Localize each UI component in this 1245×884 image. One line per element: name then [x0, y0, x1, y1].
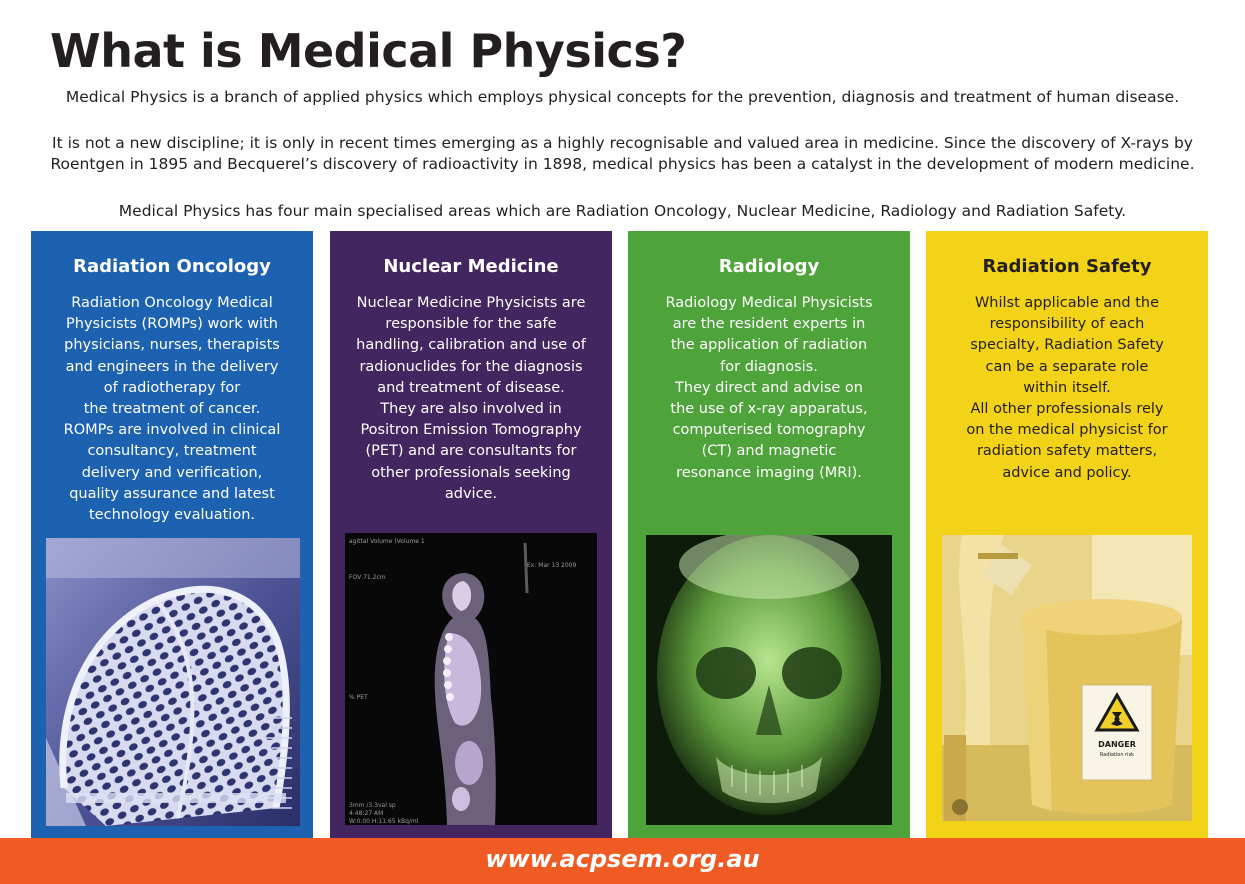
website-link[interactable]: www.acpsem.org.au — [485, 845, 760, 873]
body-line: They are also involved in — [380, 401, 562, 418]
body-line: and treatment of disease. — [377, 379, 565, 396]
body-line: Physicists (ROMPs) work with — [66, 316, 278, 333]
pet-scan-image — [345, 533, 597, 825]
intro-paragraph-2-line-2: Roentgen in 1895 and Becquerel’s discovery of radioactivity in 1898, medical physics has been a catalyst in the development of modern medicine. — [50, 155, 1195, 173]
intro-paragraph-1: Medical Physics is a branch of applied physics which employs physical concepts for the prevention, diagnosis and treatment of human disease. — [65, 88, 1180, 106]
body-line: Whilst applicable and the — [974, 295, 1160, 311]
panel-title: Nuclear Medicine — [383, 256, 559, 277]
panel-body — [344, 293, 598, 505]
body-line: responsible for the safe — [385, 316, 557, 333]
body-line: other professionals seeking — [371, 464, 571, 481]
body-line: handling, calibration and use of — [356, 337, 586, 354]
body-line: the application of radiation — [670, 337, 868, 354]
scan-label: 4:48:27 AM — [349, 810, 384, 817]
body-line: delivery and verification, — [81, 464, 263, 481]
scan-label: % PET — [349, 694, 368, 701]
body-line: ROMPs are involved in clinical — [63, 422, 281, 439]
body-line: All other professionals rely — [970, 401, 1164, 418]
body-line: are the resident experts in — [672, 316, 866, 333]
footer-bar — [0, 838, 1245, 884]
body-line: resonance imaging (MRI). — [676, 464, 862, 481]
body-line: for diagnosis. — [720, 358, 818, 375]
body-line: Nuclear Medicine Physicists are — [356, 295, 586, 311]
body-line: advice and policy. — [1002, 464, 1132, 481]
body-line: radionuclides for the diagnosis — [359, 358, 583, 375]
panel-body — [940, 293, 1194, 484]
body-line: the treatment of cancer. — [83, 401, 261, 418]
body-line: (CT) and magnetic — [701, 443, 837, 460]
radiology-panel — [628, 231, 910, 838]
panel-title: Radiation Safety — [982, 256, 1152, 277]
body-line: and engineers in the delivery — [65, 358, 279, 375]
panel-body — [642, 293, 896, 484]
bin-sub-label: Radiation risk — [1099, 752, 1135, 758]
body-line: specialty, Radiation Safety — [970, 337, 1164, 354]
body-line: of radiotherapy for — [103, 379, 241, 396]
body-line: radiation safety matters, — [976, 443, 1158, 460]
body-line: computerised tomography — [672, 422, 866, 439]
body-line: the use of x-ray apparatus, — [670, 401, 868, 418]
body-line: quality assurance and latest — [69, 485, 275, 502]
scan-label: FOV 71.2cm — [349, 574, 386, 581]
body-line: consultancy, treatment — [87, 443, 257, 460]
body-line: on the medical physicist for — [966, 422, 1168, 439]
skull-xray-image — [646, 535, 892, 825]
body-line: (PET) and are consultants for — [365, 443, 577, 460]
page-title: What is Medical Physics? — [50, 24, 687, 78]
body-line: Radiology Medical Physicists — [665, 295, 873, 311]
intro-paragraph-2 — [40, 133, 1205, 175]
body-line: can be a separate role — [985, 358, 1149, 375]
scan-label: Ex: Mar 13 2009 — [527, 562, 577, 569]
scan-label: agittal Volume (Volume 1 — [349, 538, 425, 545]
body-line: They direct and advise on — [675, 379, 863, 396]
body-line: responsibility of each — [989, 316, 1145, 333]
intro-paragraph-3: Medical Physics has four main specialised areas which are Radiation Oncology, Nuclear Medicine, Radiology and Radiation Safety. — [118, 202, 1127, 220]
scan-label: 3mm /3.3val sp — [349, 802, 396, 809]
body-line: within itself. — [1023, 379, 1111, 396]
radiotherapy-mask-photo — [46, 538, 300, 826]
body-line: technology evaluation. — [89, 507, 255, 524]
nuclear-medicine-panel — [330, 231, 612, 838]
scan-label: W:0.00 H:11.65 kBq/ml — [349, 818, 419, 825]
radiation-oncology-panel — [31, 231, 313, 838]
intro-paragraph-2-line-1: It is not a new discipline; it is only in recent times emerging as a highly recognisable and valued area in medicine. Since the discovery of X-rays by — [52, 134, 1193, 152]
radiation-safety-panel — [926, 231, 1208, 838]
body-line: advice. — [444, 485, 498, 502]
bin-danger-label: DANGER — [1098, 740, 1136, 749]
panel-body — [45, 293, 299, 526]
panel-title: Radiation Oncology — [73, 256, 271, 277]
body-line: Positron Emission Tomography — [360, 422, 582, 439]
panel-title: Radiology — [718, 256, 820, 277]
radioactive-waste-bin-photo — [942, 535, 1192, 821]
body-line: physicians, nurses, therapists — [64, 337, 280, 354]
body-line: Radiation Oncology Medical — [71, 295, 273, 311]
